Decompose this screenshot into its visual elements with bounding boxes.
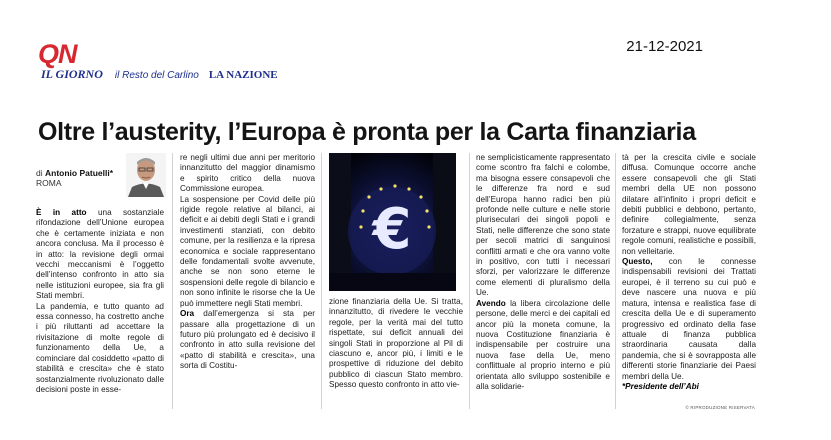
- author-portrait: [126, 153, 166, 197]
- column-divider: [321, 153, 322, 409]
- paragraph-lead: Avendo: [476, 298, 506, 308]
- column-divider: [172, 153, 173, 409]
- reproduction-notice: © RIPRODUZIONE RISERVATA: [685, 405, 755, 410]
- author-signature: *Presidente dell’Abi: [622, 381, 699, 391]
- paragraph: [180, 309, 315, 371]
- paragraph: [36, 208, 164, 302]
- paragraph-text: con le connesse indispensabili revisioni dei Trattati europei, è il terreno su cui può e deve nascere una nuova e più matura, intensa e realistica fase di crescita della Ue e di superamento progressivo ed ordinato della fase attuale di finanza pubblica straordinaria causata dalla pandemia, che si è sovrapposta alle differenti storie finanziarie dei Paesi membri della Ue.: [622, 257, 756, 381]
- paragraph: zione finanziaria della Ue. Si tratta, innanzitutto, di rivedere le vecchie regole, per la verità mai del tutto rispettate, sui deficit annuali dei singoli Stati in proporzione al Pil di ciascuno e, ancor più, i limiti e le prospettive di riduzione del debito pubblico di ciascun Stato membro. Spesso questo confronto in atto vie-: [329, 297, 463, 390]
- paragraph: re negli ultimi due anni per meritorio innanzitutto del maggior dinamismo e spirito critico della nuova Commissione europea.: [180, 153, 315, 194]
- paragraph-lead: È in atto: [36, 208, 87, 217]
- paragraph: tà per la crescita civile e sociale diffusa. Comunque occorre anche essere consapevoli che gli Stati membri della UE non possono dilatare all’infinito i propri deficit e debiti pubblici e debbono, pertanto, definire collegialmente, senza forzature e strappi, nuove equilibrate regole comuni, realistiche e possibili, non velleitarie.: [622, 153, 756, 256]
- article-column-2: [180, 153, 315, 372]
- paper-resto-del-carlino: il Resto del Carlino: [114, 70, 199, 81]
- byline-author: Antonio Patuelli*: [45, 168, 113, 178]
- paragraph: La sospensione per Covid delle più rigide regole relative al bilanci, ai deficit e ai debiti degli Stati e i grandi investimenti stanziati, con debito comune, per la resilienza e la ripresa economica e sociale rappresentano delle fondamentali svolte avvenute, anche se non sono eterne le sospensioni delle regole di bilancio e non sono infinite le risorse che la Ue può immettere negli Stati membri.: [180, 194, 315, 308]
- byline: [36, 168, 136, 188]
- paragraph-lead: Ora: [180, 309, 195, 319]
- paragraph: [476, 299, 610, 393]
- paper-il-giorno: IL GIORNO: [41, 67, 103, 81]
- svg-text:€: €: [372, 197, 412, 262]
- byline-city: ROMA: [36, 178, 62, 188]
- column-divider: [469, 153, 470, 409]
- article-column-1: [36, 208, 164, 395]
- article-date: 21-12-2021: [626, 38, 703, 55]
- paragraph: [622, 257, 756, 382]
- paragraph-lead: Questo,: [622, 257, 653, 267]
- paragraph-text: dall’emergenza si sta per passare alla progettazione di un futuro più prolungato ed è decisivo il confronto in atto sulla revisione del «patto di stabilità e crescita», una sorta di Costitu-: [180, 309, 315, 371]
- qn-logo: QN: [38, 39, 77, 69]
- newspaper-names: [41, 68, 278, 82]
- column-divider: [615, 153, 616, 409]
- article-column-3: [329, 297, 463, 391]
- byline-prefix: di: [36, 168, 43, 178]
- author-portrait-drawing: [126, 153, 166, 197]
- paragraph: La pandemia, e tutto quanto ad essa connesso, ha costretto anche i più riluttanti ad accettare la rivisitazione di molte regole di funzionamento della Ue, a cominciare dal cosiddetto «patto di stabilità e crescita» che è stato sostanzialmente rivoluzionato dalle decisioni poste in esse-: [36, 301, 164, 394]
- euro-sculpture-photo: [329, 153, 456, 291]
- euro-sculpture-drawing: [329, 153, 456, 291]
- headline: Oltre l’austerity, l’Europa è pronta per la Carta finanziaria: [38, 118, 696, 146]
- paper-la-nazione: LA NAZIONE: [208, 69, 278, 81]
- paragraph-text: la libera circolazione delle persone, delle merci e dei capitali ed ancor più la moneta comune, la nuova Costituzione finanziaria è indispensabile per costruire una nuova fase della Ue, meno conflittuale al proprio interno e più orientata allo sviluppo sostenibile e alla solidarie-: [476, 298, 610, 391]
- article-column-4: [476, 153, 610, 392]
- article-column-5: [622, 153, 756, 392]
- paragraph: ne semplicisticamente rappresentato come scontro fra falchi e colombe, ma bisogna essere consapevoli che le differenze fra nord e sud dell’Europa hanno radici ben più profonde nelle culture e nelle storie pluriseculari dei singoli popoli e Stati, nelle differenze che sono state per secoli matrici di sanguinosi conflitti armati e che ora vanno volte in positivo, con tutti i necessari sforzi, per valorizzare le differenze come elementi di pluralismo della Ue.: [476, 153, 610, 298]
- paragraph-text: una sostanziale rifondazione dell’Unione europea che è certamente iniziata e non ancora conclusa. Ma il processo è in atto: la revisione degli ormai vecchi meccanismi è l’oggetto dell’intenso confronto in atto sia nelle istituzioni europee, sia fra gli Stati membri.: [36, 208, 164, 301]
